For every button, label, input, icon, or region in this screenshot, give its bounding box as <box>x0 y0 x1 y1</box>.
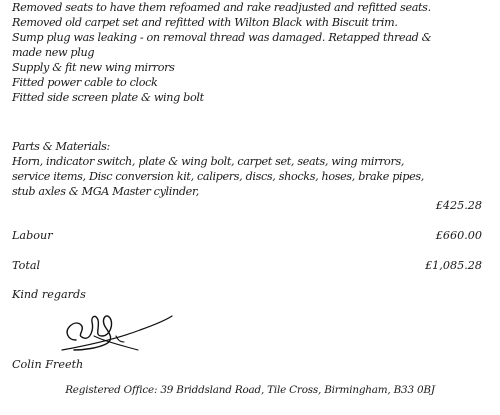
labour-label: Labour <box>12 229 53 242</box>
labour-row <box>12 228 482 243</box>
parts-line: stub axles & MGA Master cylinder, <box>12 185 199 198</box>
work-item: Removed seats to have them refoamed and rake readjusted and refitted seats. <box>12 1 431 14</box>
closing-text: Kind regards <box>12 288 86 301</box>
work-item: made new plug <box>12 46 95 59</box>
work-item: Fitted power cable to clock <box>12 76 158 89</box>
work-item: Fitted side screen plate & wing bolt <box>12 91 204 104</box>
labour-amount: £660.00 <box>435 229 482 242</box>
parts-amount: £425.28 <box>435 199 482 212</box>
work-item: Sump plug was leaking - on removal thread was damaged. Retapped thread & <box>12 31 432 44</box>
registered-office-footer: Registered Office: 39 Briddsland Road, Tile Cross, Birmingham, B33 0BJ <box>65 384 435 396</box>
signer-name: Colin Freeth <box>12 358 84 371</box>
total-label: Total <box>12 259 41 272</box>
parts-heading: Parts & Materials: <box>12 140 110 153</box>
work-item: Supply & fit new wing mirrors <box>12 61 175 74</box>
total-row <box>12 258 482 273</box>
parts-line: Horn, indicator switch, plate & wing bolt, carpet set, seats, wing mirrors, <box>12 155 405 168</box>
work-item: Removed old carpet set and refitted with Wilton Black with Biscuit trim. <box>12 16 398 29</box>
total-amount: £1,085.28 <box>425 259 482 272</box>
parts-line: service items, Disc conversion kit, calipers, discs, shocks, hoses, brake pipes, <box>12 170 424 183</box>
parts-section <box>12 139 498 199</box>
handwritten-signature <box>54 306 174 358</box>
work-items-list <box>12 0 498 105</box>
